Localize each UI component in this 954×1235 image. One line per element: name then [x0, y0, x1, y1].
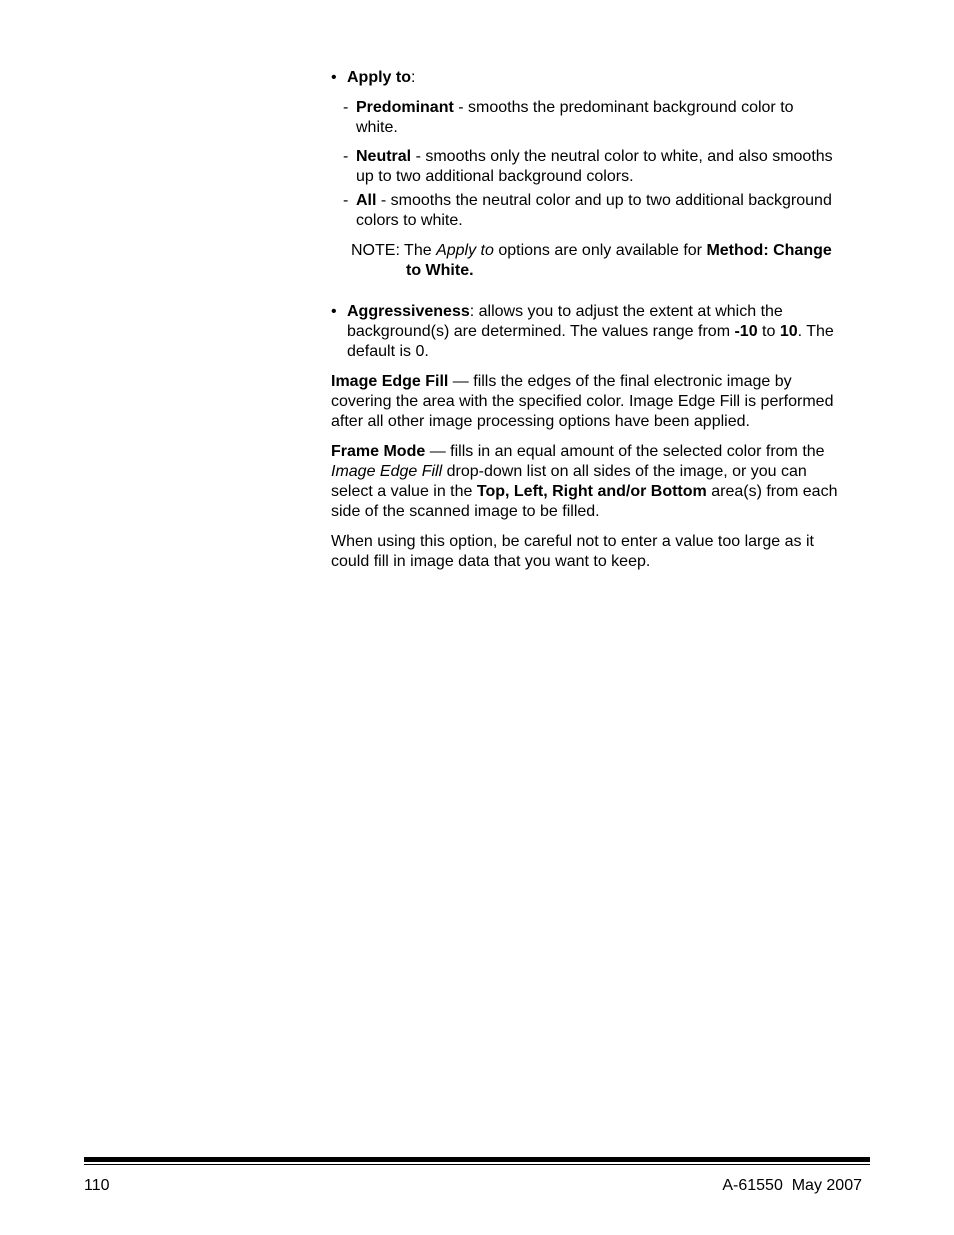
item-neutral-line1: [356, 147, 876, 167]
text: area(s) from each: [706, 483, 838, 500]
note-line1: [351, 241, 871, 261]
ief-line3: after all other image processing options have been applied.: [331, 413, 750, 430]
text: : allows you to adjust the extent at which the: [469, 303, 783, 320]
frame-mode-paragraph: [331, 442, 871, 522]
item-predominant-line1: [356, 98, 876, 118]
aggressiveness-label: Aggressiveness: [347, 303, 470, 320]
apply-to-colon: :: [411, 69, 416, 86]
text: background(s) are determined. The values range from: [347, 323, 735, 340]
footer-rule-thin: [84, 1164, 870, 1165]
note: [351, 241, 871, 281]
term-image-edge-fill: Image Edge Fill: [331, 373, 449, 390]
doc-id: A-61550 May 2007: [722, 1177, 862, 1194]
note-bold-white: to White.: [406, 262, 474, 279]
bullet-mark: •: [331, 69, 337, 86]
aggressiveness: [347, 302, 871, 362]
item-all-line2: colors to white.: [356, 212, 463, 229]
term-frame-mode: Frame Mode: [331, 443, 426, 460]
dash-mark: -: [343, 148, 349, 165]
footer-rule-thick: [84, 1157, 870, 1162]
text: select a value in the: [331, 483, 477, 500]
image-edge-fill-paragraph: [331, 372, 871, 432]
apply-to-bullet: [331, 68, 337, 88]
aggressiveness-line3: default is 0.: [347, 343, 429, 360]
item-all-line1: [356, 191, 876, 211]
aggressiveness-line1: [347, 302, 871, 322]
note-line2: [351, 261, 871, 281]
fm-em: Image Edge Fill: [331, 463, 443, 480]
ief-line1: [331, 372, 871, 392]
warning-paragraph: [331, 532, 871, 572]
fm-line3: [331, 482, 871, 502]
item-neutral-line2: up to two additional background colors.: [356, 168, 634, 185]
term-predominant: Predominant: [356, 99, 454, 116]
aggressiveness-bullet: [331, 302, 337, 322]
dash-predominant: [343, 98, 348, 118]
dash-all: [343, 191, 348, 211]
text: - smooths only the neutral color to white, and also smooths: [411, 148, 833, 165]
fm-line1: [331, 442, 871, 462]
text: options are only available for: [493, 242, 707, 259]
item-neutral: [356, 147, 876, 187]
fm-bold: Top, Left, Right and/or Bottom: [476, 483, 707, 500]
text: — fills the edges of the final electronic image by: [448, 373, 792, 390]
warning-line1: When using this option, be careful not to enter a value too large as it: [331, 533, 814, 550]
text: — fills in an equal amount of the selected color from the: [425, 443, 825, 460]
text: . The: [797, 323, 834, 340]
range-min: -10: [734, 323, 758, 340]
note-bold-method: Method: Change: [706, 242, 832, 259]
note-label: NOTE:: [351, 242, 400, 259]
text: The: [399, 242, 437, 259]
warning-line2: could fill in image data that you want to keep.: [331, 553, 651, 570]
text: - smooths the neutral color and up to two additional background: [376, 192, 832, 209]
aggressiveness-line2: [347, 322, 871, 342]
text: - smooths the predominant background color to: [453, 99, 794, 116]
dash-mark: -: [343, 99, 349, 116]
bullet-mark: •: [331, 303, 337, 320]
range-max: 10: [779, 323, 798, 340]
item-predominant-line2: white.: [356, 119, 398, 136]
item-all: [356, 191, 876, 231]
dash-neutral: [343, 147, 348, 167]
fm-line2: [331, 462, 871, 482]
page-number: 110: [84, 1177, 110, 1194]
term-all: All: [356, 192, 377, 209]
term-neutral: Neutral: [356, 148, 412, 165]
note-em: Apply to: [436, 242, 494, 259]
item-predominant: [356, 98, 876, 138]
apply-to-heading: [347, 68, 867, 88]
apply-to-label: Apply to: [347, 69, 411, 86]
ief-line2: covering the area with the specified color. Image Edge Fill is performed: [331, 393, 834, 410]
fm-line4: side of the scanned image to be filled.: [331, 503, 600, 520]
text: to: [757, 323, 780, 340]
dash-mark: -: [343, 192, 349, 209]
text: drop-down list on all sides of the image, or you can: [442, 463, 807, 480]
